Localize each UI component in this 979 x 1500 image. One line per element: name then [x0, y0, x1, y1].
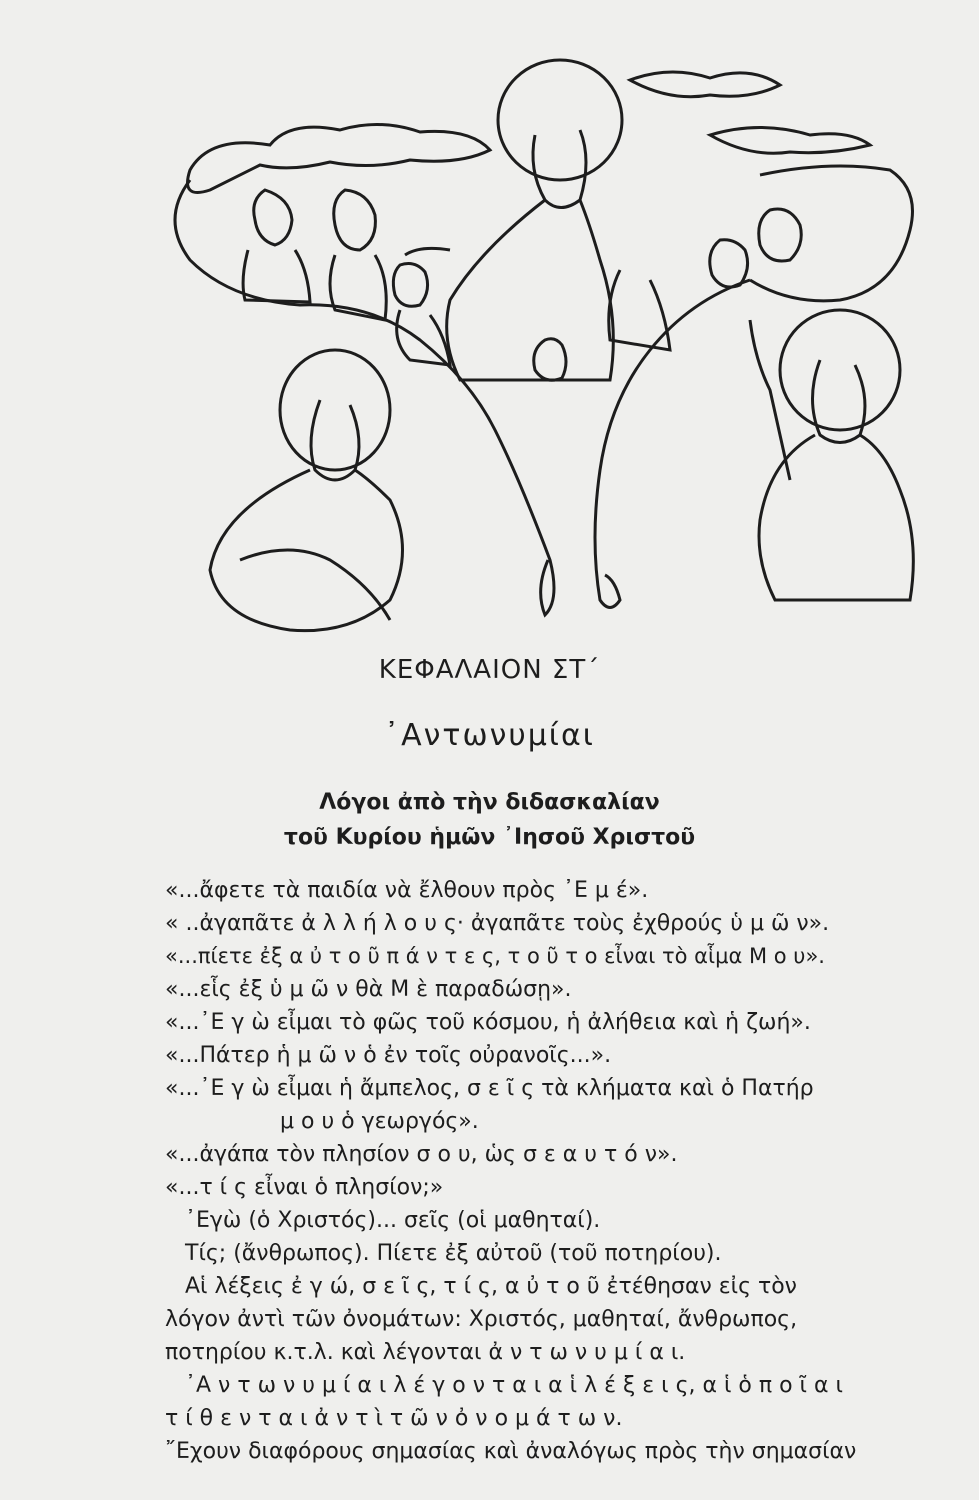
quote-line: « ..ἀγαπᾶτε ἀ λ λ ή λ ο υ ς· ἀγαπᾶτε τοὺς ἐχθρούς ὑ μ ῶ ν». [165, 911, 830, 936]
quote-line: «...πίετε ἐξ α ὐ τ ο ῦ π ά ν τ ε ς, τ ο ῦ τ ο εἶναι τὸ αἷμα Μ ο υ». [165, 944, 825, 968]
quote-line: «...τ ί ς εἶναι ὁ πλησίον;» [165, 1175, 444, 1200]
quote-line: «...εἷς ἐξ ὑ μ ῶ ν θὰ Μ ὲ παραδώσῃ». [165, 977, 572, 1002]
subtitle-line-2: τοῦ Κυρίου ἡμῶν ᾽Ιησοῦ Χριστοῦ [283, 825, 696, 850]
quote-line: «...᾽Ε γ ὼ εἶμαι τὸ φῶς τοῦ κόσμου, ἡ ἀλήθεια καὶ ἡ ζωή». [165, 1010, 811, 1035]
definition-line: τ ί θ ε ν τ α ι ἀ ν τ ὶ τ ῶ ν ὀ ν ο μ ά τ ω ν. [165, 1406, 623, 1431]
text-line: Αἱ λέξεις ἐ γ ώ, σ ε ῖ ς, τ ί ς, α ὐ τ ο ῦ ἐτέθησαν εἰς τὸν [185, 1274, 797, 1299]
christ-with-children-illustration [150, 40, 930, 650]
text-line: ῎Εχουν διαφόρους σημασίας καὶ ἀναλόγως πρὸς τὴν σημασίαν [165, 1439, 857, 1464]
quote-line: «...ἀγάπα τὸν πλησίον σ ο υ, ὡς σ ε α υ τ ό ν». [165, 1142, 678, 1167]
chapter-heading: ΚΕΦΑΛΑΙΟΝ ΣΤ΄ [378, 655, 601, 685]
quote-line: «...Πάτερ ἡ μ ῶ ν ὁ ἐν τοῖς οὐρανοῖς...». [165, 1043, 612, 1068]
text-line: ποτηρίου κ.τ.λ. καὶ λέγονται ἀ ν τ ω ν υ μ ί α ι. [165, 1340, 686, 1365]
text-line: λόγον ἀντὶ τῶν ὀνομάτων: Χριστός, μαθηταί, ἄνθρωπος, [165, 1307, 798, 1332]
quote-line: «...ἄφετε τὰ παιδία νὰ ἔλθουν πρὸς ᾽Ε μ έ». [165, 878, 649, 903]
quote-line: μ ο υ ὁ γεωργός». [280, 1109, 479, 1134]
quote-line: «...᾽Ε γ ὼ εἶμαι ἡ ἄμπελος, σ ε ῖ ς τὰ κλήματα καὶ ὁ Πατήρ [165, 1076, 814, 1101]
text-line: ᾽Εγὼ (ὁ Χριστός)... σεῖς (οἱ μαθηταί). [185, 1208, 601, 1233]
text-line: Τίς; (ἄνθρωπος). Πίετε ἐξ αὐτοῦ (τοῦ ποτηρίου). [185, 1241, 722, 1266]
definition-line: ᾽Α ν τ ω ν υ μ ί α ι λ έ γ ο ν τ α ι α ἱ λ έ ξ ε ι ς, α ἱ ὁ π ο ῖ α ι [185, 1373, 843, 1398]
section-title: ᾽Αντωνυμίαι [384, 718, 595, 753]
subtitle-line-1: Λόγοι ἀπὸ τὴν διδασκαλίαν [319, 790, 660, 815]
